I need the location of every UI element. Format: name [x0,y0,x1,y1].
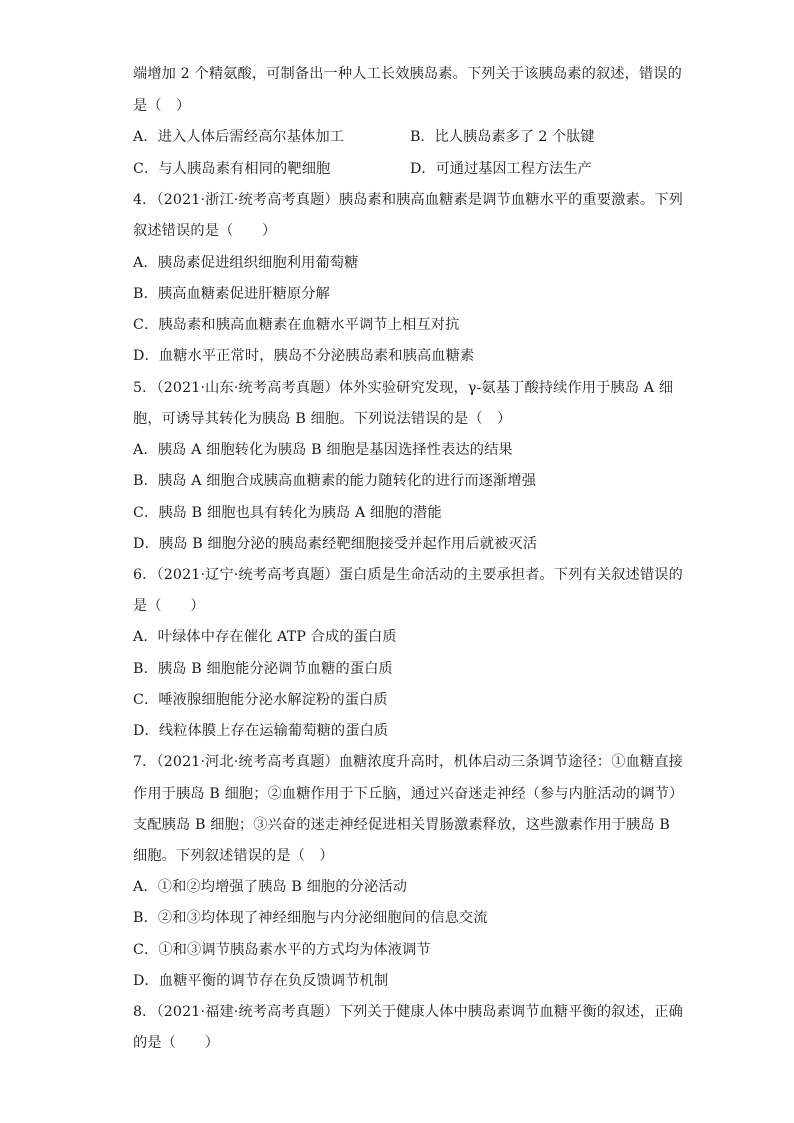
q8-stem-line-1: 8．（2021·福建·统考高考真题）下列关于健康人体中胰岛素调节血糖平衡的叙述，正确 [133,1004,683,1020]
q6-stem-line-1: 6．（2021·辽宁·统考高考真题）蛋白质是生命活动的主要承担者。下列有关叙述错误的 [133,567,683,583]
q4-option-b: B．胰高血糖素促进肝糖原分解 [133,286,330,302]
q3-option-a: A．进入人体后需经高尔基体加工 [133,129,345,145]
q3-option-d: D．可通过基因工程方法生产 [410,161,592,177]
q7-option-a: A．①和②均增强了胰岛 B 细胞的分泌活动 [133,879,408,895]
q8-stem-line-2: 的是（ ） [133,1035,220,1051]
q5-option-d: D．胰岛 B 细胞分泌的胰岛素经靶细胞接受并起作用后就被灭活 [133,536,538,552]
q4-option-a: A．胰岛素促进组织细胞利用葡萄糖 [133,255,359,271]
q6-option-a: A．叶绿体中存在催化 ATP 合成的蛋白质 [133,629,397,645]
q3-option-c: C．与人胰岛素有相同的靶细胞 [133,161,331,177]
q5-option-b: B．胰岛 A 细胞合成胰高血糖素的能力随转化的进行而逐渐增强 [133,473,537,489]
q7-option-d: D．血糖平衡的调节存在负反馈调节机制 [133,973,389,989]
q7-stem-line-2: 作用于胰岛 B 细胞；②血糖作用于下丘脑，通过兴奋迷走神经（参与内脏活动的调节） [133,786,684,802]
q5-option-c: C．胰岛 B 细胞也具有转化为胰岛 A 细胞的潜能 [133,505,442,521]
q6-option-b: B．胰岛 B 细胞能分泌调节血糖的蛋白质 [133,661,393,677]
q4-stem-line-1: 4．（2021·浙江·统考高考真题）胰岛素和胰高血糖素是调节血糖水平的重要激素。下列 [133,192,683,208]
q4-option-c: C．胰岛素和胰高血糖素在血糖水平调节上相互对抗 [133,317,460,333]
q6-option-c: C．唾液腺细胞能分泌水解淀粉的蛋白质 [133,692,388,708]
q5-option-a: A．胰岛 A 细胞转化为胰岛 B 细胞是基因选择性表达的结果 [133,442,513,458]
q6-stem-line-2: 是（ ） [133,598,205,614]
q7-option-c: C．①和③调节胰岛素水平的方式均为体液调节 [133,942,431,958]
q5-stem-line-1: 5．（2021·山东·统考高考真题）体外实验研究发现，γ-氨基丁酸持续作用于胰岛 A 细 [133,380,674,396]
q4-option-d: D．血糖水平正常时，胰岛不分泌胰岛素和胰高血糖素 [133,348,475,364]
q3-stem-line-2: 是（ ） [133,98,191,114]
q5-stem-line-2: 胞，可诱导其转化为胰岛 B 细胞。下列说法错误的是（ ） [133,411,512,427]
q6-option-d: D．线粒体膜上存在运输葡萄糖的蛋白质 [133,723,389,739]
q7-stem-line-3: 支配胰岛 B 细胞；③兴奋的迷走神经促进相关胃肠激素释放，这些激素作用于胰岛 B [133,817,670,833]
q3-option-b: B．比人胰岛素多了 2 个肽键 [410,129,595,145]
q7-option-b: B．②和③均体现了神经细胞与内分泌细胞间的信息交流 [133,910,488,926]
q3-stem-line-1: 端增加 2 个精氨酸，可制备出一种人工长效胰岛素。下列关于该胰岛素的叙述，错误的 [133,66,682,82]
q7-stem-line-1: 7．（2021·河北·统考高考真题）血糖浓度升高时，机体启动三条调节途径：①血糖直接 [133,754,683,770]
q4-stem-line-2: 叙述错误的是（ ） [133,223,277,239]
q7-stem-line-4: 细胞。下列叙述错误的是（ ） [133,848,334,864]
